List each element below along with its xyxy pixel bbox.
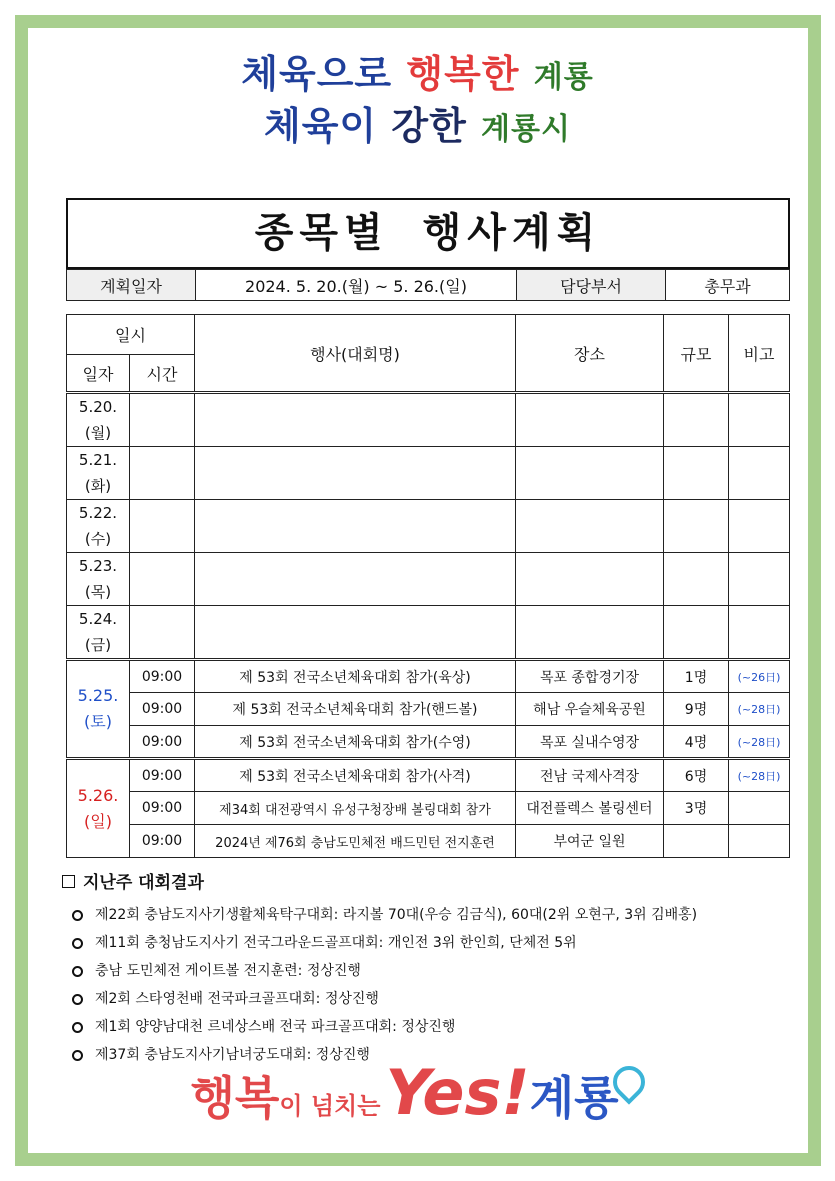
date-text: 5.26.	[77, 785, 119, 805]
circle-bullet-icon	[72, 994, 83, 1005]
place-cell: 대전플렉스 볼링센터	[516, 792, 664, 825]
day-text: (일)	[84, 811, 112, 831]
header-event: 행사(대회명)	[195, 315, 516, 393]
date-text: 5.22.	[78, 504, 118, 522]
day-text: (월)	[84, 424, 112, 442]
footer-b: 이 넘치는	[279, 1092, 381, 1120]
event-cell: 제 53회 전국소년체육대회 참가(육상)	[195, 660, 516, 693]
date-text: 5.21.	[78, 451, 118, 469]
time-cell: 09:00	[130, 693, 195, 726]
footer-c: Yes!	[385, 1056, 530, 1129]
slogan-2a: 체육이	[264, 104, 378, 148]
result-text: 제2회 스타영천배 전국파크골프대회: 정상진행	[95, 991, 379, 1007]
day-text: (화)	[84, 477, 112, 495]
event-cell: 제 53회 전국소년체육대회 참가(수영)	[195, 726, 516, 759]
results-title-text: 지난주 대회결과	[83, 873, 204, 893]
table-row	[67, 693, 790, 726]
result-text: 제11회 충청남도지사기 전국그라운드골프대회: 개인전 3위 한인희, 단체전 5위	[95, 935, 577, 951]
result-text: 충남 도민체전 게이트볼 전지훈련: 정상진행	[95, 963, 361, 979]
slogan-1a: 체육으로	[241, 52, 393, 96]
date-cell	[67, 447, 130, 500]
time-cell: 09:00	[130, 792, 195, 825]
header-date: 일자	[67, 355, 130, 393]
scale-cell: 1명	[664, 660, 729, 693]
note-cell	[729, 792, 790, 825]
place-cell: 해남 우슬체육공원	[516, 693, 664, 726]
slogan-2c: 계룡시	[481, 112, 571, 147]
date-text: 5.24.	[78, 610, 118, 628]
note-cell: (~28日)	[729, 693, 790, 726]
date-cell-sun	[67, 759, 130, 858]
day-text: (금)	[84, 636, 112, 654]
title-part-2: 행사계획	[422, 210, 602, 256]
table-row	[67, 447, 790, 500]
slogan-2b: 강한	[391, 104, 467, 148]
note-cell: (~26日)	[729, 660, 790, 693]
circle-bullet-icon	[72, 1022, 83, 1033]
scale-cell: 3명	[664, 792, 729, 825]
table-row	[67, 726, 790, 759]
place-cell: 목포 실내수영장	[516, 726, 664, 759]
date-text: 5.23.	[78, 557, 118, 575]
list-item	[72, 1013, 792, 1041]
event-cell: 제 53회 전국소년체육대회 참가(핸드볼)	[195, 693, 516, 726]
result-text: 제1회 양양남대천 르네상스배 전국 파크골프대회: 정상진행	[95, 1019, 456, 1035]
results-title	[62, 868, 792, 893]
date-cell	[67, 553, 130, 606]
circle-bullet-icon	[72, 910, 83, 921]
table-row	[67, 792, 790, 825]
table-row	[67, 660, 790, 693]
event-cell: 제34회 대전광역시 유성구청장배 볼링대회 참가	[195, 792, 516, 825]
footer-d: 계룡	[529, 1071, 619, 1125]
date-text: 5.20.	[78, 398, 118, 416]
list-item	[72, 957, 792, 985]
header-note: 비고	[729, 315, 790, 393]
scale-cell: 6명	[664, 759, 729, 792]
event-cell: 제 53회 전국소년체육대회 참가(사격)	[195, 759, 516, 792]
scale-cell: 9명	[664, 693, 729, 726]
circle-bullet-icon	[72, 938, 83, 949]
result-text: 제22회 충남도지사기생활체육탁구대회: 라지볼 70대(우승 김금식), 60대(2위 오현구, 3위 김배홍)	[95, 907, 698, 923]
footer-slogan	[0, 1056, 835, 1129]
slogan-line-1	[0, 43, 835, 98]
plan-date-label: 계획일자	[67, 270, 196, 301]
date-cell	[67, 500, 130, 553]
place-cell: 전남 국제사격장	[516, 759, 664, 792]
schedule-table	[66, 314, 790, 858]
day-text: (목)	[84, 583, 112, 601]
dept-label: 담당부서	[517, 270, 666, 301]
date-text: 5.25.	[77, 686, 119, 705]
checkbox-square-icon	[62, 875, 75, 888]
table-row	[67, 393, 790, 447]
date-cell	[67, 393, 130, 447]
header-place: 장소	[516, 315, 664, 393]
page-title	[66, 198, 790, 269]
footer-a: 행복	[190, 1071, 280, 1125]
circle-bullet-icon	[72, 966, 83, 977]
time-cell: 09:00	[130, 660, 195, 693]
header-scale: 규모	[664, 315, 729, 393]
result-text: 제37회 충남도지사기남녀궁도대회: 정상진행	[95, 1047, 370, 1063]
table-row	[67, 825, 790, 858]
table-row	[67, 759, 790, 792]
plan-info-table	[66, 269, 790, 301]
date-cell-sat	[67, 660, 130, 759]
scale-cell	[664, 825, 729, 858]
time-cell: 09:00	[130, 759, 195, 792]
slogan-line-2	[0, 95, 835, 150]
time-cell: 09:00	[130, 726, 195, 759]
event-cell: 2024년 제76회 충남도민체전 배드민턴 전지훈련	[195, 825, 516, 858]
table-row	[67, 553, 790, 606]
place-cell: 부여군 일원	[516, 825, 664, 858]
list-item	[72, 901, 792, 929]
place-cell: 목포 종합경기장	[516, 660, 664, 693]
day-text: (수)	[84, 530, 112, 548]
dept-value: 총무과	[666, 270, 790, 301]
header-time: 시간	[130, 355, 195, 393]
table-row	[67, 500, 790, 553]
day-text: (토)	[84, 712, 112, 731]
list-item	[72, 985, 792, 1013]
scale-cell: 4명	[664, 726, 729, 759]
slogan-1b: 행복한	[406, 52, 520, 96]
header-datetime: 일시	[67, 315, 195, 355]
last-week-results	[62, 868, 792, 1069]
title-part-1: 종목별	[254, 210, 389, 256]
date-cell	[67, 606, 130, 660]
results-list	[62, 901, 792, 1069]
note-cell	[729, 825, 790, 858]
note-cell: (~28日)	[729, 726, 790, 759]
table-row	[67, 606, 790, 660]
time-cell: 09:00	[130, 825, 195, 858]
plan-date-value: 2024. 5. 20.(월) ~ 5. 26.(일)	[196, 270, 517, 301]
list-item	[72, 929, 792, 957]
slogan-1c: 계룡	[533, 60, 594, 95]
note-cell: (~28日)	[729, 759, 790, 792]
